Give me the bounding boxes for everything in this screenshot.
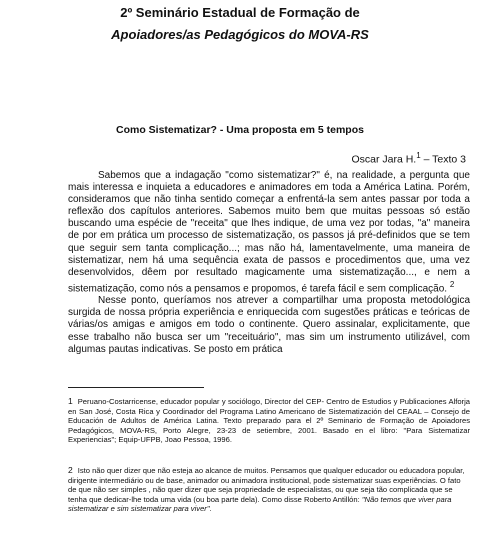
footnote-2-end: . [209, 504, 212, 514]
author-name: Oscar Jara H. [351, 153, 417, 166]
footnote-ref-1[interactable]: 1 [416, 151, 421, 160]
footnote-1-number: 1 [68, 396, 73, 406]
footnote-2 [68, 466, 470, 514]
paragraph-1 [68, 170, 470, 295]
footnote-2-quote: "Não temos que viver para sistematizar e sim sistematizar para viver" [68, 494, 452, 514]
body-text [68, 170, 470, 356]
footnote-2-text: Isto não quer dizer que não esteja ao alcance de muitos. Pensamos que qualquer educador ou educadora popular, dirigente intermediário ou de base, animador ou animadora institucional, pode sistematizar suas experiências. O fato de que não ser simples , não quer dizer que seja propriedade de especialistas, ou que seja tão complicada que se tenha que dedicar-lhe toda uma vida (ou boa parte dela). Como disse Roberto Antillón: [68, 466, 465, 504]
author-suffix: – Texto 3 [420, 153, 466, 166]
paragraph-2 [68, 295, 470, 355]
seminar-header [0, 2, 480, 46]
footnote-1-text: Peruano-Costarricense, educador popular y sociólogo, Director del CEP- Centro de Estudios y Publicaciones Alforja en San José, Costa Rica y Coordinador del Programa Latino Americano de Sistematización del CEAAL – Consejo de Educación de Adultos de América Latina. Texto preparado para el 2º Seminario de Formação de Apoiadores Pedagógicos, MOVA-RS, Porto Alegre, 23-23 de setiembre, 2001. Basado en el libro: "Para Sistematizar Experiencias"; Equip-UFPB, Joao Pessoa, 1996. [68, 397, 470, 445]
footnote-1 [68, 397, 470, 445]
paragraph-1-text: Sabemos que a indagação "como sistematizar?" é, na realidade, a pergunta que mais interessa e inquieta a educadores e animadores em toda a América Latina. Porém, consideramos que não tinha sentido começar a enfrentá-la sem antes passar por toda a reflexão dos capítulos anteriores. Sabemos muito bem que muitas pessoas só estão buscando uma espécie de "receita" que lhes indique, de uma vez por todas, "a" maneira de por em prática um processo de sistematização, os passos já pré-definidos que se tem que seguir sem tanta complicação...; mas não há, lamentavelmente, uma maneira de sistematizar, nem há uma sequência exata de passos e procedimentos que, uma vez desenvolvidos, dêem por resultado magicamente uma sistematização..., e nem a sistematização, como nós a pensamos e propomos, é tarefa fácil e sem complicação. [68, 170, 470, 295]
footnote-divider [68, 387, 204, 388]
header-line-2: Apoiadores/as Pedagógicos do MOVA-RS [111, 27, 369, 42]
document-title: Como Sistematizar? - Uma proposta em 5 tempos [116, 124, 364, 136]
author-line [351, 151, 466, 166]
paragraph-2-text: Nesse ponto, queríamos nos atrever a compartilhar uma proposta metodológica surgida de nossa própria experiência e enriquecida com sugestões práticas e teóricas de várias/os amigas e amigos em todo o continente. Quero assinalar, explicitamente, que esse trabalho não busca ser um "receituário", mas sim um instrumento utilizável, com algumas pautas indicativas. Se posto em prática [68, 295, 470, 355]
footnote-ref-2[interactable]: 2 [449, 279, 455, 289]
footnote-2-number: 2 [68, 465, 73, 475]
header-line-1: 2º Seminário Estadual de Formação de [120, 5, 360, 20]
